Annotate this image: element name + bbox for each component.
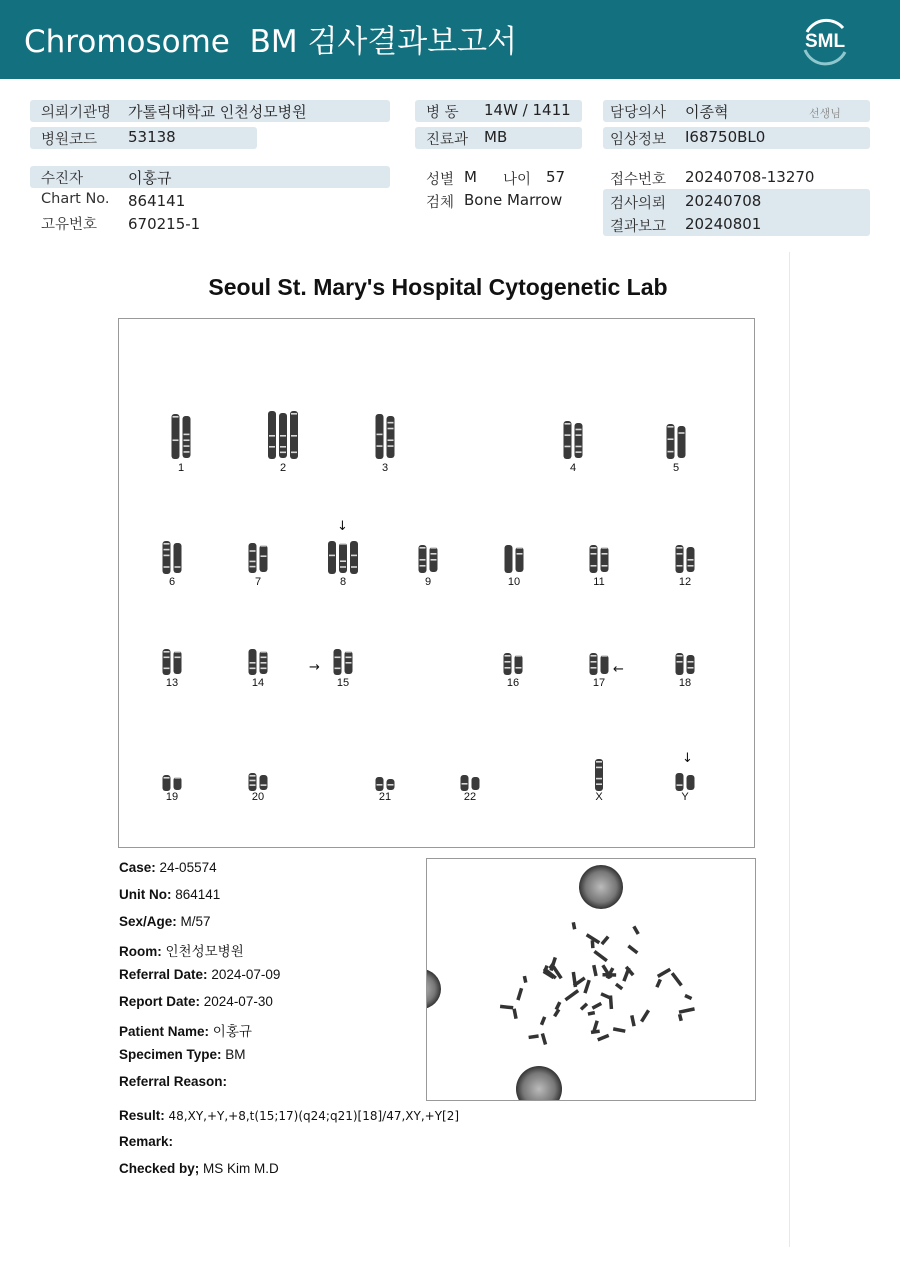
nucleus-top bbox=[579, 865, 623, 909]
metaphase-chromosome bbox=[678, 1014, 683, 1021]
chromosome-label-11: 11 bbox=[593, 576, 605, 588]
band bbox=[340, 566, 346, 568]
report-date-value2: 2024-07-30 bbox=[203, 994, 273, 1009]
chart-label: Chart No. bbox=[41, 191, 110, 207]
metaphase-chromosome bbox=[592, 965, 598, 977]
band bbox=[591, 667, 597, 669]
metaphase-chromosome bbox=[684, 994, 692, 1000]
id-label: 고유번호 bbox=[41, 217, 98, 233]
chromosome-label-X: X bbox=[595, 791, 603, 803]
chromosome-pair-8 bbox=[328, 541, 358, 574]
chromosome-label-4: 4 bbox=[569, 462, 577, 474]
chromatid bbox=[678, 426, 686, 458]
report-date-label: 결과보고 bbox=[610, 219, 667, 235]
band bbox=[677, 655, 683, 657]
band bbox=[688, 661, 694, 663]
chromatid bbox=[564, 421, 572, 459]
room-value: 인천성모병원 bbox=[165, 944, 244, 959]
patient-name-value: 이홍규 bbox=[212, 1024, 252, 1039]
chromosome-pair-Y bbox=[676, 773, 695, 791]
chromatid bbox=[249, 543, 257, 573]
band bbox=[505, 667, 511, 669]
metaphase-chromosome bbox=[655, 979, 662, 988]
metaphase-chromosome bbox=[630, 1015, 636, 1027]
chromatid bbox=[174, 651, 182, 674]
chromosome-label-14: 14 bbox=[251, 677, 265, 689]
chromosome-pair-1 bbox=[172, 414, 191, 459]
band bbox=[291, 435, 297, 437]
band bbox=[388, 445, 394, 447]
referral-date-line: Referral Date: 2024-07-09 bbox=[119, 967, 281, 982]
band bbox=[250, 668, 256, 670]
arrow-chr17: ← bbox=[613, 662, 624, 677]
chromatid bbox=[174, 777, 182, 790]
band bbox=[591, 547, 597, 549]
band bbox=[164, 657, 170, 659]
arrow-chr8: ↓ bbox=[337, 519, 348, 534]
chromosome-pair-10 bbox=[505, 545, 524, 573]
chromosome-label-Y: Y bbox=[681, 791, 689, 803]
receipt-value: 20240708-13270 bbox=[685, 168, 815, 186]
chromosome-pair-18 bbox=[676, 653, 695, 675]
chromatid bbox=[676, 773, 684, 791]
band bbox=[261, 651, 267, 653]
band bbox=[164, 777, 170, 779]
metaphase-chromosome bbox=[600, 935, 609, 945]
band bbox=[261, 662, 267, 664]
karyotype-panel bbox=[118, 318, 755, 848]
chromosome-label-2: 2 bbox=[279, 462, 287, 474]
metaphase-chromosome bbox=[657, 968, 671, 978]
lab-title: Seoul St. Mary's Hospital Cytogenetic Lab bbox=[208, 274, 668, 300]
band bbox=[677, 784, 683, 786]
chromosome-pair-19 bbox=[163, 775, 182, 791]
sml-logo bbox=[797, 14, 853, 66]
patient-name-line: Patient Name: 이홍규 bbox=[119, 1024, 252, 1039]
chromosome-pair-20 bbox=[249, 773, 268, 791]
chromatid bbox=[516, 547, 524, 572]
band bbox=[668, 438, 674, 440]
band bbox=[602, 547, 608, 549]
metaphase-chromosome bbox=[588, 1011, 596, 1016]
chromosome-pair-7 bbox=[249, 543, 268, 573]
hospital-code-value: 53138 bbox=[128, 128, 176, 146]
specimen-label: 검체 bbox=[426, 195, 455, 211]
band bbox=[688, 667, 694, 669]
chromatid bbox=[172, 414, 180, 459]
band bbox=[340, 560, 346, 562]
doctor-suffix: 선생님 bbox=[809, 107, 841, 120]
band bbox=[164, 566, 170, 568]
specimen-type-line: Specimen Type: BM bbox=[119, 1047, 246, 1062]
band bbox=[164, 651, 170, 653]
band bbox=[596, 783, 602, 785]
band bbox=[250, 780, 256, 782]
patient-row-bg bbox=[30, 166, 390, 188]
band bbox=[377, 434, 383, 436]
band bbox=[269, 435, 275, 437]
band bbox=[388, 428, 394, 430]
metaphase-chromosome bbox=[615, 983, 623, 991]
dept-label: 진료과 bbox=[426, 132, 469, 148]
band bbox=[250, 775, 256, 777]
band bbox=[377, 784, 383, 786]
band bbox=[175, 777, 181, 779]
band bbox=[335, 668, 341, 670]
patient-value: 이홍규 bbox=[128, 169, 172, 187]
metaphase-chromosome bbox=[541, 1033, 548, 1045]
nucleus-left bbox=[427, 969, 441, 1009]
band bbox=[677, 565, 683, 567]
chromosome-label-5: 5 bbox=[672, 462, 680, 474]
chromatid bbox=[601, 547, 609, 572]
hospital-code-label: 병원코드 bbox=[41, 132, 98, 148]
chromosome-pair-22 bbox=[461, 775, 480, 791]
chromatid bbox=[590, 545, 598, 573]
chromosome-pair-13 bbox=[163, 649, 182, 675]
chromosome-label-21: 21 bbox=[378, 791, 392, 803]
chromatid bbox=[334, 649, 342, 675]
band bbox=[184, 445, 190, 447]
dept-value: MB bbox=[484, 128, 508, 146]
band bbox=[596, 767, 602, 769]
chromatid bbox=[260, 775, 268, 790]
referral-date-value: 2024-07-09 bbox=[211, 967, 281, 982]
metaphase-chromosome bbox=[591, 940, 595, 948]
chromatid bbox=[163, 649, 171, 675]
chromosome-label-17: 17 bbox=[592, 677, 606, 689]
institution-value: 가톨릭대학교 인천성모병원 bbox=[128, 103, 307, 121]
band bbox=[388, 422, 394, 424]
doctor-value: 이종혁 bbox=[685, 103, 729, 121]
chromosome-pair-X bbox=[595, 759, 603, 791]
band bbox=[250, 662, 256, 664]
report-date-value: 20240801 bbox=[685, 215, 762, 233]
chromosome-label-8: 8 bbox=[339, 576, 347, 588]
chromatid bbox=[601, 655, 609, 674]
band bbox=[250, 550, 256, 552]
band bbox=[565, 434, 571, 436]
metaphase-chromosome bbox=[627, 944, 638, 954]
band bbox=[261, 657, 267, 659]
band bbox=[388, 784, 394, 786]
chromosome-label-16: 16 bbox=[506, 677, 520, 689]
band bbox=[668, 426, 674, 428]
chromosome-pair-12 bbox=[676, 545, 695, 573]
metaphase-chromosome bbox=[679, 1007, 695, 1014]
band bbox=[261, 545, 267, 547]
band bbox=[420, 547, 426, 549]
checked-line: Checked by; MS Kim M.D bbox=[119, 1161, 279, 1176]
band bbox=[576, 434, 582, 436]
chromatid bbox=[595, 759, 603, 791]
band bbox=[517, 547, 523, 549]
sex-value: M bbox=[464, 168, 477, 186]
age-value: 57 bbox=[546, 168, 566, 186]
band bbox=[175, 657, 181, 659]
band bbox=[335, 657, 341, 659]
chromosome-label-3: 3 bbox=[381, 462, 389, 474]
band bbox=[351, 566, 357, 568]
band bbox=[576, 429, 582, 431]
band bbox=[677, 547, 683, 549]
metaphase-image bbox=[426, 858, 756, 1101]
band bbox=[291, 452, 297, 454]
band bbox=[164, 543, 170, 545]
chromosome-label-13: 13 bbox=[165, 677, 179, 689]
metaphase-chromosome bbox=[572, 922, 577, 930]
result-value: 48,XY,+Y,+8,t(15;17)(q24;q21)[18]/47,XY,+Y[2] bbox=[168, 1109, 460, 1123]
band bbox=[420, 559, 426, 561]
metaphase-chromosome bbox=[528, 1034, 538, 1039]
metaphase-chromosome bbox=[564, 989, 579, 1001]
ward-value: 14W / 1411 bbox=[484, 101, 571, 119]
chromosome-label-1: 1 bbox=[177, 462, 185, 474]
chromosome-label-18: 18 bbox=[678, 677, 692, 689]
band bbox=[591, 553, 597, 555]
clinical-value: I68750BL0 bbox=[685, 128, 766, 146]
band bbox=[351, 555, 357, 557]
specimen-value: Bone Marrow bbox=[464, 191, 563, 209]
band bbox=[173, 416, 179, 418]
band bbox=[516, 667, 522, 669]
chromatid bbox=[687, 775, 695, 790]
band bbox=[677, 661, 683, 663]
band bbox=[184, 439, 190, 441]
chromosome-pair-9 bbox=[419, 545, 438, 573]
chromosome-label-19: 19 bbox=[165, 791, 179, 803]
band bbox=[184, 434, 190, 436]
logo-text: SML bbox=[804, 31, 846, 52]
chromosome-label-12: 12 bbox=[678, 576, 692, 588]
chromatid bbox=[687, 655, 695, 674]
age-label: 나이 bbox=[503, 172, 532, 188]
chromosome-label-20: 20 bbox=[251, 791, 265, 803]
metaphase-chromosome bbox=[516, 988, 523, 1001]
chromatid bbox=[174, 543, 182, 573]
band bbox=[388, 439, 394, 441]
band bbox=[250, 566, 256, 568]
chromatid bbox=[376, 414, 384, 459]
chromosome-pair-17 bbox=[590, 653, 609, 675]
band bbox=[250, 784, 256, 786]
specimen-type-value: BM bbox=[225, 1047, 246, 1062]
chromosome-label-7: 7 bbox=[254, 576, 262, 588]
chromosome-pair-16 bbox=[504, 653, 523, 675]
band bbox=[505, 661, 511, 663]
band bbox=[184, 451, 190, 453]
case-line: Case: 24-05574 bbox=[119, 860, 217, 875]
right-divider bbox=[789, 252, 790, 1247]
band bbox=[679, 432, 685, 434]
band bbox=[602, 655, 608, 657]
band bbox=[431, 553, 437, 555]
band bbox=[517, 553, 523, 555]
band bbox=[591, 661, 597, 663]
clinical-label: 임상정보 bbox=[610, 132, 667, 148]
chromosome-label-15: 15 bbox=[336, 677, 350, 689]
band bbox=[505, 655, 511, 657]
chromosome-pair-21 bbox=[376, 777, 395, 791]
band bbox=[269, 446, 275, 448]
chromatid bbox=[328, 541, 336, 574]
band bbox=[250, 561, 256, 563]
band bbox=[280, 452, 286, 454]
metaphase-chromosome bbox=[597, 1034, 609, 1042]
band bbox=[420, 565, 426, 567]
ward-label: 병 동 bbox=[426, 105, 459, 121]
chromosome-pair-14 bbox=[249, 649, 268, 675]
arrow-chr15: → bbox=[309, 660, 320, 675]
band bbox=[280, 446, 286, 448]
case-value: 24-05574 bbox=[159, 860, 217, 875]
band bbox=[175, 566, 181, 568]
chromosome-pair-11 bbox=[590, 545, 609, 573]
band bbox=[346, 651, 352, 653]
chromatid bbox=[472, 777, 480, 790]
band bbox=[602, 565, 608, 567]
band bbox=[565, 423, 571, 425]
metaphase-chromosome bbox=[500, 1005, 513, 1010]
band bbox=[431, 547, 437, 549]
chromatid bbox=[260, 545, 268, 572]
band bbox=[431, 559, 437, 561]
institution-label: 의뢰기관명 bbox=[41, 105, 112, 121]
metaphase-spread bbox=[427, 859, 755, 1100]
chromosome-pair-15 bbox=[334, 649, 353, 675]
band bbox=[280, 435, 286, 437]
band bbox=[576, 451, 582, 453]
report-title: Chromosome BM 검사결과보고서 bbox=[24, 24, 518, 60]
metaphase-chromosome bbox=[523, 976, 528, 983]
band bbox=[602, 553, 608, 555]
band bbox=[329, 555, 335, 557]
metaphase-chromosome bbox=[592, 1002, 603, 1010]
band bbox=[261, 555, 267, 557]
band bbox=[576, 446, 582, 448]
metaphase-chromosome bbox=[580, 1002, 588, 1010]
band bbox=[340, 543, 346, 545]
chromosome-label-6: 6 bbox=[168, 576, 176, 588]
band bbox=[173, 439, 179, 441]
unit-value: 864141 bbox=[175, 887, 221, 902]
chart-value: 864141 bbox=[128, 192, 186, 210]
band bbox=[164, 549, 170, 551]
band bbox=[516, 655, 522, 657]
band bbox=[261, 784, 267, 786]
band bbox=[596, 761, 602, 763]
band bbox=[291, 413, 297, 415]
doctor-label: 담당의사 bbox=[610, 105, 667, 121]
metaphase-chromosome bbox=[593, 950, 608, 962]
band bbox=[688, 565, 694, 567]
result-line: Result: 48,XY,+Y,+8,t(15;17)(q24;q21)[18]/47,XY,+Y[2] bbox=[119, 1108, 460, 1123]
remark-line: Remark: bbox=[119, 1134, 174, 1149]
chromosome-label-9: 9 bbox=[424, 576, 432, 588]
chromosome-pair-6 bbox=[163, 541, 182, 574]
id-value: 670215-1 bbox=[128, 215, 201, 233]
band bbox=[677, 553, 683, 555]
band bbox=[164, 668, 170, 670]
checked-value: MS Kim M.D bbox=[203, 1161, 279, 1176]
metaphase-chromosome bbox=[540, 1016, 546, 1025]
metaphase-chromosome bbox=[671, 972, 683, 986]
sexage-line: Sex/Age: M/57 bbox=[119, 914, 211, 929]
chromatid bbox=[515, 655, 523, 674]
report-date-line: Report Date: 2024-07-30 bbox=[119, 994, 273, 1009]
band bbox=[175, 651, 181, 653]
header-bar bbox=[0, 0, 900, 79]
chromatid bbox=[350, 541, 358, 574]
chromosome-pair-2 bbox=[268, 411, 298, 459]
band bbox=[596, 778, 602, 780]
referral-reason-line: Referral Reason: bbox=[119, 1074, 228, 1089]
band bbox=[591, 655, 597, 657]
metaphase-chromosome bbox=[600, 992, 612, 1000]
metaphase-chromosome bbox=[640, 1009, 650, 1022]
chromatid bbox=[676, 545, 684, 573]
metaphase-chromosome bbox=[613, 1027, 626, 1033]
nucleus-bottom bbox=[516, 1066, 562, 1100]
patient-label: 수진자 bbox=[41, 171, 84, 187]
band bbox=[668, 451, 674, 453]
request-label: 검사의뢰 bbox=[610, 196, 667, 212]
chromatid bbox=[667, 424, 675, 459]
metaphase-chromosome bbox=[632, 925, 639, 934]
request-value: 20240708 bbox=[685, 192, 762, 210]
chromatid bbox=[505, 545, 513, 573]
band bbox=[377, 445, 383, 447]
metaphase-chromosome bbox=[512, 1008, 517, 1019]
arrow-chrY: ↓ bbox=[682, 751, 693, 766]
band bbox=[688, 559, 694, 561]
chromatid bbox=[339, 543, 347, 573]
band bbox=[565, 446, 571, 448]
chromatid bbox=[163, 541, 171, 574]
chromosome-pair-3 bbox=[376, 414, 395, 459]
sex-label: 성별 bbox=[426, 172, 455, 188]
band bbox=[261, 668, 267, 670]
metaphase-chromosome bbox=[583, 980, 591, 994]
sexage-value: M/57 bbox=[180, 914, 211, 929]
metaphase-chromosome bbox=[555, 1001, 562, 1010]
room-line: Room: 인천성모병원 bbox=[119, 944, 244, 959]
band bbox=[346, 662, 352, 664]
chromosome-label-22: 22 bbox=[463, 791, 477, 803]
receipt-label: 접수번호 bbox=[610, 172, 667, 188]
chromosome-pair-4 bbox=[564, 421, 583, 459]
band bbox=[591, 565, 597, 567]
band bbox=[462, 783, 468, 785]
band bbox=[346, 657, 352, 659]
chromosome-label-10: 10 bbox=[507, 576, 521, 588]
chromosome-pair-5 bbox=[667, 424, 686, 459]
band bbox=[164, 555, 170, 557]
unit-line: Unit No: 864141 bbox=[119, 887, 221, 902]
